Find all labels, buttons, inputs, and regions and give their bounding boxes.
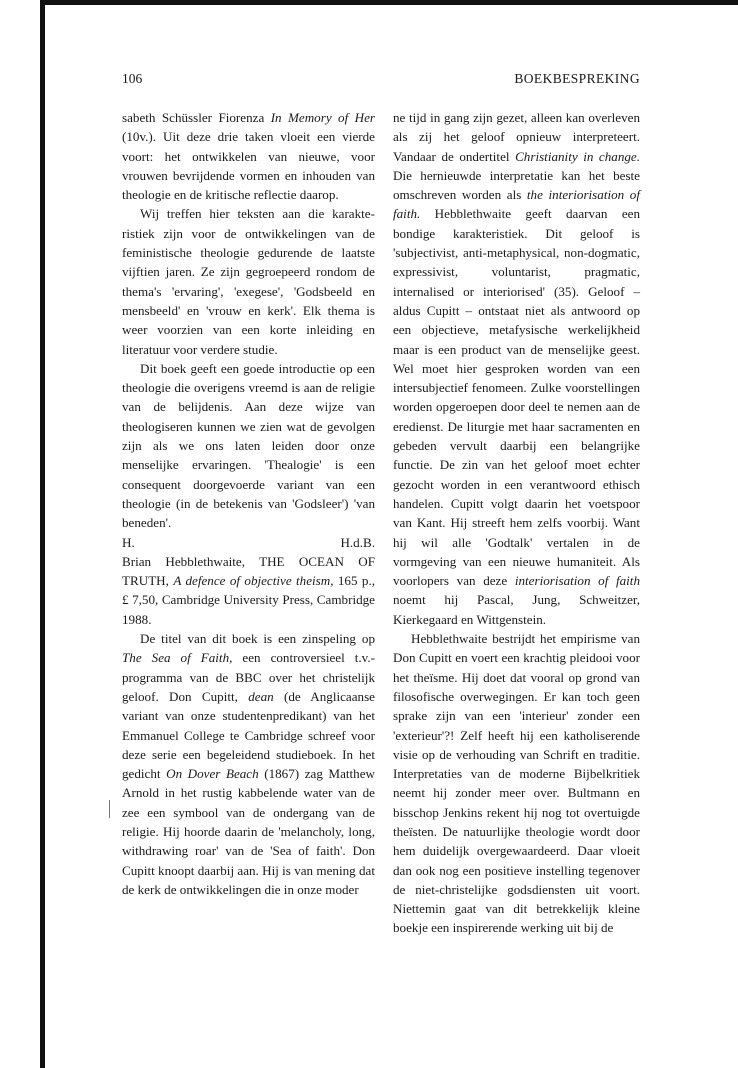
paragraph	[122, 629, 375, 899]
left-column	[122, 108, 375, 899]
italic-term: The Sea of Faith,	[122, 650, 233, 666]
paragraph	[393, 108, 640, 629]
paragraph: Dit boek geeft een goede introductie op een theologie die overigens vreemd is aan de religie van de belijdenis. Aan deze wijze van theologiseren kunnen we zien wat de gevolgen zijn als we ons laten leiden door onze menselijke ervaringen. 'Thealogie' is een consequent doorgevoerde variant van een theologie (in de betekenis van 'Godsleer') 'van beneden'.	[122, 360, 375, 531]
paragraph: Wij treffen hier teksten aan die karakteristiek zijn voor de ontwikkelingen van de feministische theologie gedurende de laatste vijftien jaren. Ze zijn gegroepeerd rondom de thema's 'ervaring', 'exegese', 'Godsbeeld en mensbeeld' en 'vrouw en kerk'. Elk thema is weer voorzien van een korte inleiding en literatuur voor verdere studie.	[122, 206, 375, 357]
paragraph	[122, 108, 375, 204]
text-run: noemt hij Pascal, Jung, Schweitzer, Kierkegaard en Wittgenstein.	[393, 592, 640, 627]
text-run: ne tijd in gang zijn gezet, alleen kan overleven als zij het geloof opnieuw interpreteert. Vandaar de ondertitel	[393, 110, 640, 164]
page-number: 106	[122, 71, 143, 86]
signature	[122, 533, 375, 552]
text-run: De titel van dit boek is een zinspeling op	[140, 631, 375, 647]
italic-term: dean	[248, 688, 274, 704]
page-header	[122, 71, 640, 91]
text-run: Die hernieuwde interpretatie kan het beste omschreven worden als	[393, 167, 640, 203]
text-run: (de Anglicaanse variant van onze studentenpredikant) van het Emmanuel College te Cambridge schreef voor deze serie een begeleidend studieboek. In het gedicht	[122, 688, 375, 782]
signature-initial: H.	[122, 534, 135, 550]
book-title: In Memory of Her	[270, 110, 375, 125]
text-run: sabeth Schüssler Fiorenza	[122, 110, 271, 125]
italic-term: interiorisation of faith	[514, 573, 640, 589]
text-run: (10v.). Uit deze drie taken vloeit een vierde voort: het ontwikkelen van nieuwe, voor vrouwen bevrijdende vormen en inhouden van theologie en de kritische reflectie daarop.	[122, 129, 375, 203]
text-run: Hebblethwaite geeft daarvan een bondige karakteristiek. Dit geloof is 'subjectivist, anti-metaphysical, non-dogmatic, expressivist, voluntarist, pragmatic, internalised or interiorised' (35). Geloof – aldus Cupitt – ontstaat niet als antwoord op een objectieve, metafysische werkelijkheid maar is een product van de menselijke geest. Wel moet hier gesproken worden van een intersubjectief fenomeen. Zulke voorstellingen worden opgeroepen door deel te nemen aan de eredienst. De liturgie met haar sacramenten en gebeden vervult daarbij een belangrijke functie. De zin van het geloof moet echter gezocht worden in een verantwoord ethisch handelen. Cupitt volgt daarin het voetspoor van Kant. Hij streeft hem zelfs voorbij. Want hij wil alle 'Godtalk' vertalen in de vormgeving van een nieuwe humaniteit. Als voorlopers van deze	[393, 206, 640, 589]
scan-border-top	[40, 0, 738, 5]
text-run: (1867) zag Matthew Arnold in het rustig kabbelende water van de zee een symbool van de ondergang van de religie. Hij hoorde daarin de 'melancholy, long, withdrawing roar' van de 'Sea of faith'. Don Cupitt knoopt daarbij aan. Hij is van mening dat de kerk de ontwikkelingen die in onze moder	[122, 766, 375, 897]
italic-term: On Dover Beach	[166, 766, 259, 782]
text-run: Brian Hebblethwaite, THE OCEAN OF TRUTH,	[122, 553, 375, 589]
scan-border-left	[40, 0, 45, 1068]
text-run: 165 p., £ 7,50, Cambridge University Press, Cambridge 1988.	[122, 573, 376, 627]
margin-mark	[109, 800, 110, 818]
italic-term: the interiorisation of faith.	[393, 187, 640, 222]
running-title: BOEKBESPREKING	[514, 71, 640, 86]
book-subtitle: A defence of objective theism,	[173, 573, 334, 589]
italic-term: Christianity in change.	[515, 148, 641, 164]
text-run: een controversieel t.v.-programma van de BBC over het christelijk geloof. Don Cupitt,	[122, 650, 375, 704]
bibliographic-entry	[122, 552, 375, 629]
right-column	[393, 108, 640, 938]
signature-author: H.d.B.	[340, 534, 375, 550]
paragraph: Hebblethwaite bestrijdt het empirisme van Don Cupitt en voert een krachtig pleidooi voor het theïsme. Hij doet dat vooral op grond van filosofische overwegingen. Er kan toch geen sprake zijn van een 'interieur' zonder een 'exterieur'?! Zelf heeft hij een katholiserende visie op de verhouding van Schrift en traditie. Interpretaties van de moderne Bijbelkritiek neemt hij zonder meer over. Bultmann en bisschop Jenkins rekent hij nog tot overtuigde theïsten. De natuurlijke theologie wordt door hem duidelijk overgewaardeerd. Daar vloeit dan ook nog een positieve instelling tegenover de niet-christelijke godsdiensten uit voort. Niettemin gaat van dit betrekkelijk kleine boekje een inspirerende werking uit bij de	[393, 631, 640, 936]
